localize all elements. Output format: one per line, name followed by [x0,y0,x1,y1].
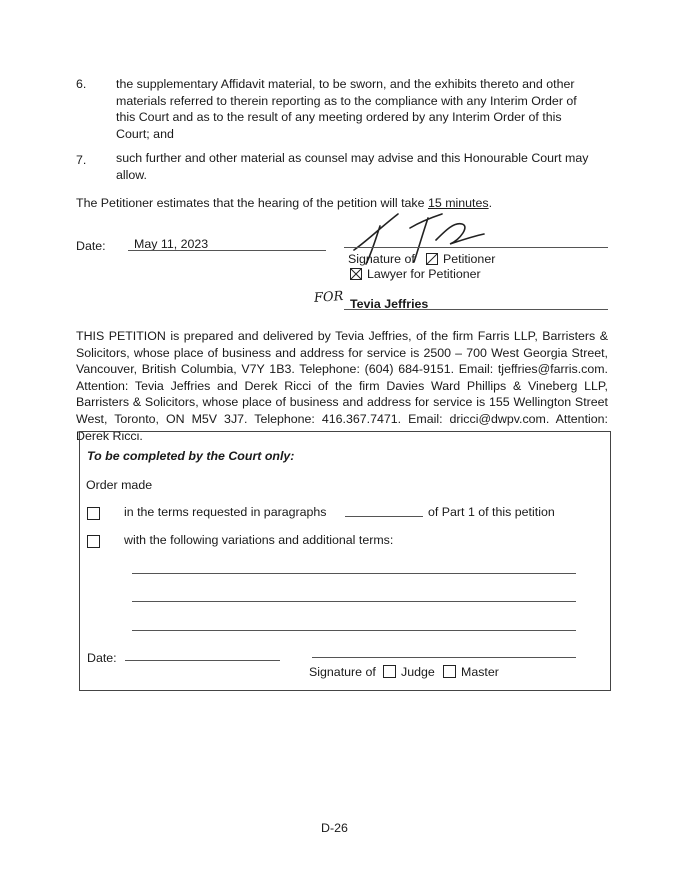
judge-signature-line[interactable] [312,657,576,658]
master-checkbox[interactable] [443,665,456,678]
court-signature-of: Signature of [309,665,376,679]
handwritten-for: FOR [313,288,344,307]
judge-label: Judge [401,665,435,679]
court-date-label: Date: [87,651,117,665]
variation-line-2[interactable] [132,601,576,602]
master-label: Master [461,665,499,679]
petitioner-label: Petitioner [443,252,496,266]
order-made-label: Order made [86,478,153,492]
petitioner-checkbox[interactable] [426,253,438,265]
court-date-line[interactable] [125,660,280,661]
item-6-text: the supplementary Affidavit material, to be sworn, and the exhibits thereto and other materials referred to therein reporting as to the compliance with any Interim Order of this Court and as to the result of any meeting ordered by any Interim Order of this Court; and [116,77,577,141]
prepared-paragraph: THIS PETITION is prepared and delivered by Tevia Jeffries, of the firm Farris LLP, Barristers & Solicitors, whose place of business and address for service is 2500 – 700 West Georgia Street, Vancouver, British Columbia, V7Y 1B3. Telephone: (604) 684-9151. Email: tjeffries@farris.com. Attention: Tevia Jeffries and Derek Ricci of the firm Davies Ward Phillips & Vineberg LLP, Barristers & Solicitors, whose place of business and address for service is 155 Wellington Street West, Toronto, ON M5V 3J7. Telephone: 416.367.7471. Email: dricci@dwpv.com. Attention: Derek Ricci. [76,329,608,443]
variations-checkbox[interactable] [87,535,100,548]
estimate-duration: 15 minutes [427,196,489,210]
lawyer-name: Tevia Jeffries [350,297,429,311]
lawyer-label: Lawyer for Petitioner [367,267,481,281]
item-6-number: 6. [76,77,87,91]
paragraphs-blank-line[interactable] [345,516,423,517]
date-value: May 11, 2023 [134,237,209,251]
estimate-suffix: . [488,196,493,210]
estimate-prefix: The Petitioner estimates that the hearing of the petition will take [76,196,428,210]
signature-of-text: Signature of [348,252,415,266]
date-label: Date: [76,239,106,253]
option2-label: with the following variations and additional terms: [124,533,394,547]
judge-checkbox[interactable] [383,665,396,678]
item-7-text: such further and other material as counsel may advise and this Honourable Court may allow. [116,151,589,182]
option1-suffix: of Part 1 of this petition [428,505,555,519]
court-only-box [79,431,611,691]
item-7-number: 7. [76,153,87,167]
option1-prefix: in the terms requested in paragraphs [124,505,327,519]
court-box-heading: To be completed by the Court only: [87,449,295,463]
date-line [128,250,326,251]
terms-requested-checkbox[interactable] [87,507,100,520]
variation-line-3[interactable] [132,630,576,631]
name-line [344,309,608,310]
x-mark-icon [350,268,362,280]
page-number: D-26 [321,821,348,835]
slash-mark-icon [426,253,438,265]
lawyer-checkbox[interactable] [350,268,362,280]
signature-line [344,247,608,248]
variation-line-1[interactable] [132,573,576,574]
